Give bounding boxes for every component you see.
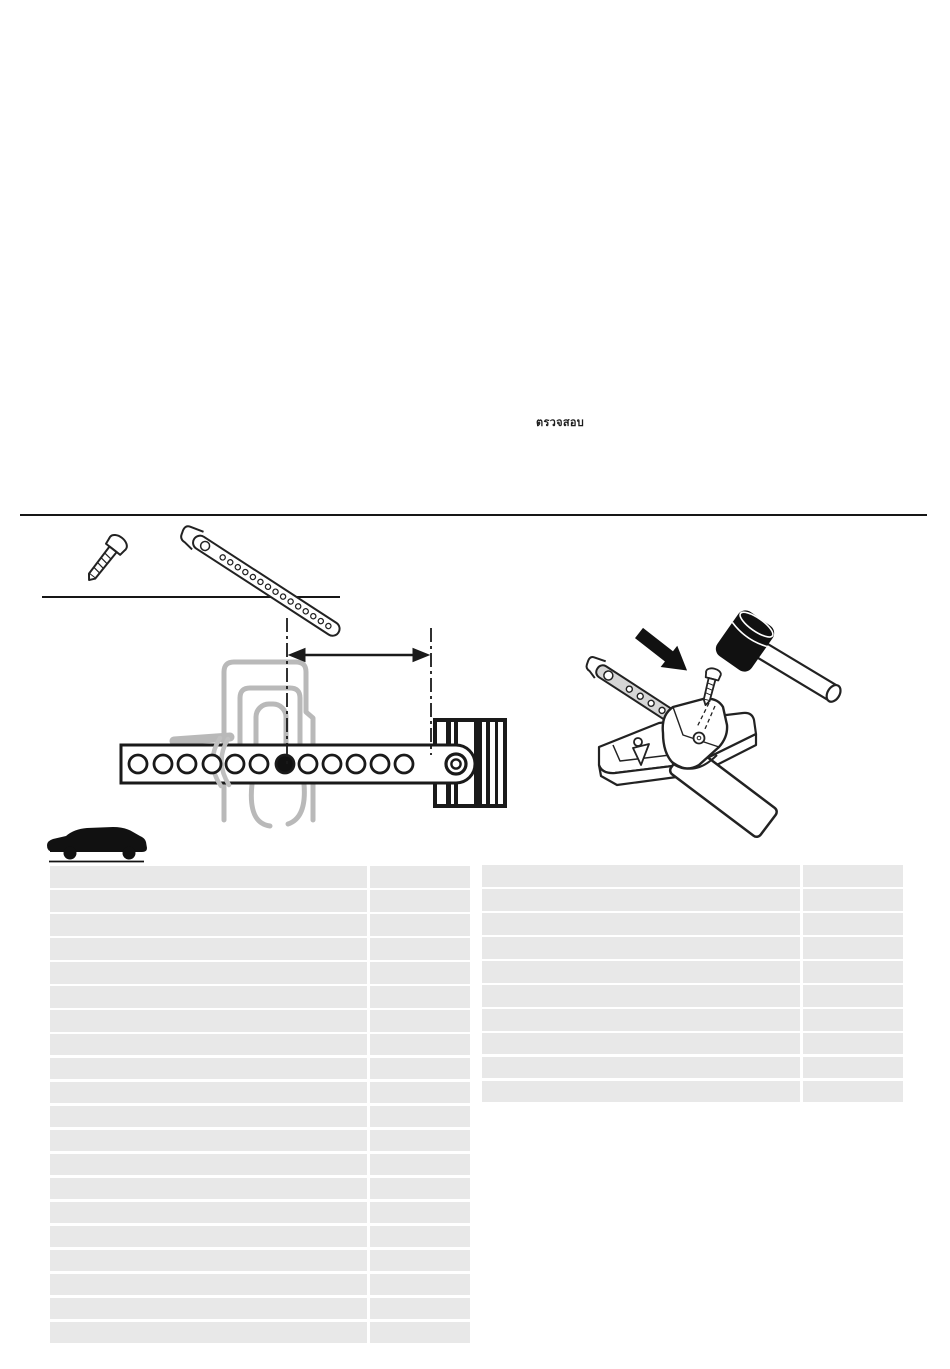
table-row [482, 937, 903, 959]
table-cell [50, 1298, 367, 1320]
table-row [50, 1154, 470, 1176]
table-cell [482, 961, 800, 983]
table-cell [803, 913, 903, 935]
table-cell [50, 1154, 367, 1176]
table-row [50, 1178, 470, 1200]
table-cell [50, 1130, 367, 1152]
direction-arrow-icon [631, 622, 696, 681]
table-cell [482, 1057, 800, 1079]
table-cell [370, 1082, 470, 1104]
table-row [50, 1034, 470, 1056]
distance-arrow [289, 649, 429, 662]
table-row [50, 938, 470, 960]
table-cell [803, 1081, 903, 1103]
table-cell [50, 1322, 367, 1344]
table-cell [50, 986, 367, 1008]
table-row [50, 1298, 470, 1320]
table-cell [370, 1106, 470, 1128]
table-cell [803, 937, 903, 959]
table-cell [50, 938, 367, 960]
table-cell [50, 1058, 367, 1080]
table-row [50, 1202, 470, 1224]
table-row [50, 1058, 470, 1080]
table-row [50, 1130, 470, 1152]
fit-list-table-right [482, 865, 903, 1105]
table-cell [370, 938, 470, 960]
table-cell [803, 985, 903, 1007]
table-cell [370, 1058, 470, 1080]
table-row [50, 1274, 470, 1296]
table-row [482, 961, 903, 983]
table-cell [370, 1250, 470, 1272]
table-row [482, 865, 903, 887]
table-cell [370, 1226, 470, 1248]
table-cell [482, 937, 800, 959]
table-cell [370, 1202, 470, 1224]
saddle-bolt-hole [694, 733, 705, 744]
table-cell [482, 865, 800, 887]
table-cell [370, 866, 470, 888]
selected-hole [276, 755, 294, 773]
table-row [50, 914, 470, 936]
table-row [50, 1010, 470, 1032]
table-cell [482, 913, 800, 935]
bolt-icon [81, 532, 130, 586]
table-cell [370, 1274, 470, 1296]
table-cell [370, 1034, 470, 1056]
table-row [50, 866, 470, 888]
table-cell [50, 866, 367, 888]
fit-list-table-left [50, 866, 470, 1346]
assembly-figure [575, 595, 905, 840]
table-cell [50, 962, 367, 984]
table-cell [370, 1298, 470, 1320]
table-row [50, 1106, 470, 1128]
table-row [50, 986, 470, 1008]
table-cell [482, 889, 800, 911]
table-cell [482, 985, 800, 1007]
table-row [482, 889, 903, 911]
table-cell [482, 1033, 800, 1055]
table-cell [803, 1057, 903, 1079]
table-cell [370, 1010, 470, 1032]
table-row [50, 1322, 470, 1344]
table-row [482, 1009, 903, 1031]
section-divider [20, 514, 927, 516]
table-cell [50, 1274, 367, 1296]
table-cell [370, 986, 470, 1008]
table-row [50, 890, 470, 912]
table-cell [50, 1010, 367, 1032]
table-cell [50, 1178, 367, 1200]
table-row [482, 913, 903, 935]
table-cell [50, 1106, 367, 1128]
table-cell [482, 1081, 800, 1103]
table-cell [370, 1154, 470, 1176]
table-cell [803, 1009, 903, 1031]
table-cell [50, 914, 367, 936]
table-cell [370, 890, 470, 912]
table-cell [50, 1034, 367, 1056]
table-row [482, 1081, 903, 1103]
table-row [482, 1033, 903, 1055]
table-row [482, 1057, 903, 1079]
estate-car-icon [46, 824, 151, 866]
table-cell [50, 1202, 367, 1224]
table-row [50, 962, 470, 984]
measurement-figure [100, 598, 520, 838]
table-cell [370, 1322, 470, 1344]
table-cell [482, 1009, 800, 1031]
table-cell [370, 914, 470, 936]
table-cell [50, 1082, 367, 1104]
table-cell [370, 1178, 470, 1200]
table-row [482, 985, 903, 1007]
center-lines [287, 618, 431, 765]
table-cell [803, 1033, 903, 1055]
table-cell [803, 865, 903, 887]
table-cell [803, 961, 903, 983]
table-cell [50, 890, 367, 912]
table-row [50, 1082, 470, 1104]
check-text: ตรวจสอบ [536, 417, 585, 429]
table-row [50, 1226, 470, 1248]
table-cell [803, 889, 903, 911]
table-cell [50, 1250, 367, 1272]
table-cell [370, 1130, 470, 1152]
table-cell [50, 1226, 367, 1248]
table-row [50, 1250, 470, 1272]
table-cell [370, 962, 470, 984]
